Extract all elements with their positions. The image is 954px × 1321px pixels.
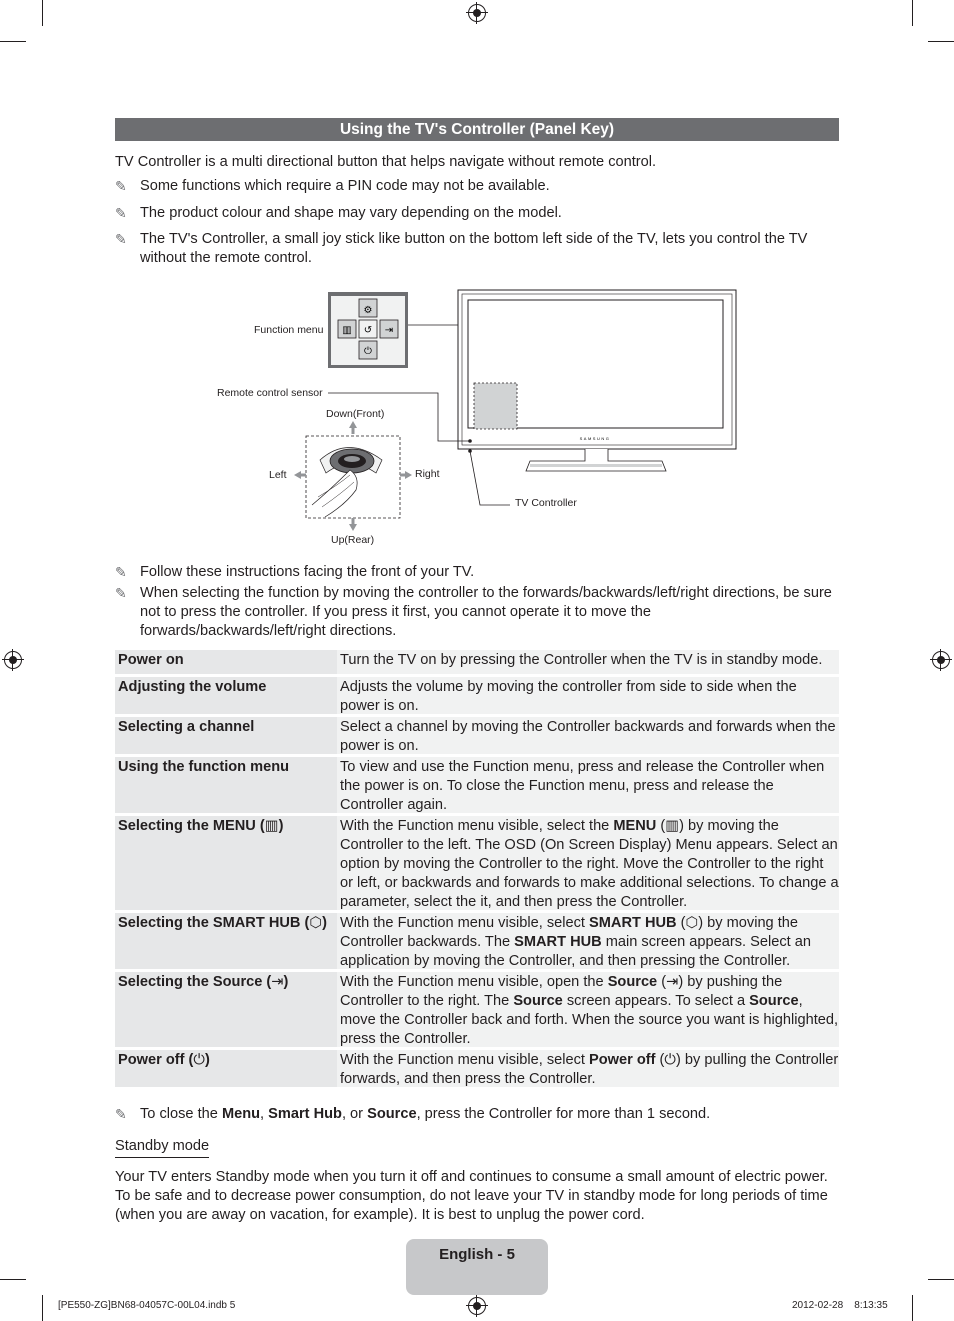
note: ✎ The TV's Controller, a small joy stick like button on the bottom left side of the TV, lets you control the TV without the remote control. bbox=[115, 231, 808, 266]
pencil-note-icon: ✎ bbox=[115, 205, 127, 221]
standby-text: Your TV enters Standby mode when you turn it off and continues to consume a small amount of electric power. To be safe and to decrease power consumption, do not leave your TV in standby mode for long periods of time (when you are away on vacation, for example). It is best to unplug the power cord. bbox=[115, 1169, 828, 1223]
table-row bbox=[115, 816, 839, 910]
power-icon: ⏻ bbox=[664, 1052, 676, 1068]
smart-hub-icon: ⬡ bbox=[685, 915, 699, 931]
source-icon: ⇥ bbox=[666, 974, 679, 990]
table-row bbox=[115, 1050, 839, 1087]
svg-text:⇥: ⇥ bbox=[384, 325, 394, 336]
label-remote-sensor: Remote control sensor bbox=[217, 387, 323, 399]
note: ✎ When selecting the function by moving the controller to the forwards/backwards/left/right directions, be sure not to press the controller. If you press it first, you cannot operate it to move the forwards/backwards/left/right directions. bbox=[115, 585, 832, 639]
table-desc: With the Function menu visible, select Power off (⏻) by pulling the Controller forwards, and then press the Controller. bbox=[337, 1050, 839, 1087]
table-row bbox=[115, 717, 839, 754]
note: ✎ Some functions which require a PIN code may not be available. bbox=[115, 178, 550, 194]
registration-mark-icon bbox=[468, 4, 486, 22]
tv-stand bbox=[526, 449, 666, 471]
arrow-left-icon bbox=[294, 471, 301, 479]
table-row bbox=[115, 677, 839, 714]
crop-mark bbox=[912, 0, 913, 26]
registration-mark-icon bbox=[468, 1297, 486, 1315]
close-note: ✎ To close the Menu, Smart Hub, or Source, press the Controller for more than 1 second. bbox=[115, 1106, 711, 1122]
registration-mark-icon bbox=[932, 651, 950, 669]
label-left: Left bbox=[269, 469, 287, 481]
crop-mark bbox=[912, 1295, 913, 1321]
function-menu-area bbox=[474, 383, 517, 429]
table-desc: With the Function menu visible, select SMART HUB (⬡) by moving the Controller backwards. The SMART HUB main screen appears. Select an application by moving the Controller, and then pressing the Controller. bbox=[337, 913, 839, 969]
section-title: Using the TV's Controller (Panel Key) bbox=[115, 118, 839, 141]
table-row bbox=[115, 757, 839, 813]
label-right: Right bbox=[415, 468, 440, 480]
table-desc: Turn the TV on by pressing the Controller when the TV is in standby mode. bbox=[337, 650, 839, 674]
label-down-front: Down(Front) bbox=[326, 408, 385, 420]
note: ✎ The product colour and shape may vary depending on the model. bbox=[115, 205, 562, 221]
table-desc: With the Function menu visible, open the Source (⇥) by pushing the Controller to the right. The Source screen appears. To select a Source, move the Controller back and forth. When the source you want is highlighted, press the Controller. bbox=[337, 972, 839, 1047]
menu-icon: ▥ bbox=[264, 818, 279, 834]
label-up-rear: Up(Rear) bbox=[331, 534, 375, 546]
svg-text:⏻: ⏻ bbox=[364, 346, 372, 357]
pencil-note-icon: ✎ bbox=[115, 178, 127, 194]
smart-hub-icon: ⬡ bbox=[309, 915, 323, 931]
standby-heading: Standby mode bbox=[115, 1137, 209, 1158]
table-row bbox=[115, 650, 839, 674]
table-key: Adjusting the volume bbox=[115, 677, 337, 714]
table-row bbox=[115, 972, 839, 1047]
table-key: Selecting the MENU (▥) bbox=[115, 816, 337, 910]
table-desc: To view and use the Function menu, press and release the Controller when the power is on. To close the Function menu, press and release the Controller again. bbox=[337, 757, 839, 813]
table-key: Power on bbox=[115, 650, 337, 674]
arrow-up-icon bbox=[349, 421, 357, 428]
table-key: Selecting a channel bbox=[115, 717, 337, 754]
source-icon: ⇥ bbox=[271, 974, 284, 990]
table-row bbox=[115, 913, 839, 969]
table-key: Using the function menu bbox=[115, 757, 337, 813]
table-key: Selecting the SMART HUB (⬡) bbox=[115, 913, 337, 969]
svg-text:↺: ↺ bbox=[363, 325, 373, 336]
pencil-note-icon: ✎ bbox=[115, 1106, 127, 1122]
table-desc: With the Function menu visible, select the MENU (▥) by moving the Controller to the left. The OSD (On Screen Display) Menu appears. Select an option by moving the Controller to the right. Move the Controller to the right or left, or backwards and forwards to make additional selections. To change a parameter, select the it, and then press the Controller. bbox=[337, 816, 839, 910]
footer-date: 2012-02-28 8:13:35 bbox=[792, 1300, 888, 1311]
svg-text:▥: ▥ bbox=[342, 325, 352, 336]
table-key: Power off (⏻) bbox=[115, 1050, 337, 1087]
svg-text:⚙: ⚙ bbox=[363, 305, 373, 316]
table-desc: Adjusts the volume by moving the controller from side to side when the power is on. bbox=[337, 677, 839, 714]
label-tv-controller: TV Controller bbox=[515, 497, 577, 509]
pencil-note-icon: ✎ bbox=[115, 585, 127, 601]
crop-mark bbox=[928, 41, 954, 42]
pencil-note-icon: ✎ bbox=[115, 231, 127, 247]
controller-functions-table bbox=[115, 650, 839, 1090]
note: ✎ Follow these instructions facing the front of your TV. bbox=[115, 564, 475, 580]
footer-file: [PE550-ZG]BN68-04057C-00L04.indb 5 bbox=[58, 1300, 236, 1311]
registration-mark-icon bbox=[4, 651, 22, 669]
label-function-menu: Function menu bbox=[254, 324, 324, 336]
crop-mark bbox=[928, 1279, 954, 1280]
crop-mark bbox=[42, 1295, 43, 1321]
crop-mark bbox=[42, 0, 43, 26]
crop-mark bbox=[0, 1279, 26, 1280]
arrow-right-icon bbox=[405, 471, 412, 479]
brand-text: SAMSUNG bbox=[579, 436, 611, 441]
page-number-tab: English - 5 bbox=[406, 1239, 548, 1295]
arrow-down-icon bbox=[349, 524, 357, 531]
pencil-note-icon: ✎ bbox=[115, 564, 127, 580]
intro-text: TV Controller is a multi directional button that helps navigate without remote control. bbox=[115, 154, 657, 170]
menu-icon: ▥ bbox=[665, 818, 680, 834]
table-desc: Select a channel by moving the Controller backwards and forwards when the power is on. bbox=[337, 717, 839, 754]
power-icon: ⏻ bbox=[193, 1052, 205, 1068]
table-key: Selecting the Source (⇥) bbox=[115, 972, 337, 1047]
crop-mark bbox=[0, 41, 26, 42]
